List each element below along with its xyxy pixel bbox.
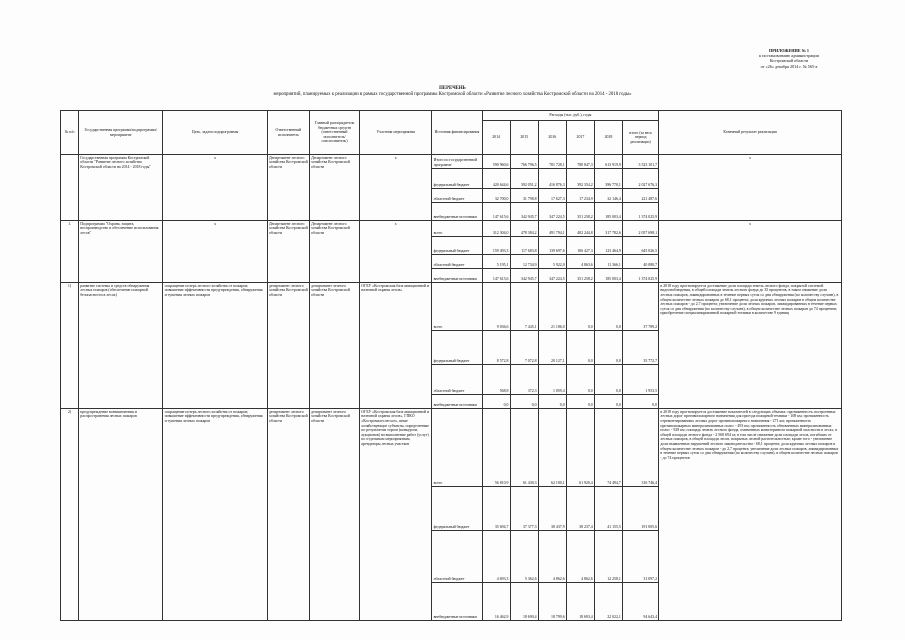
row-year-value: 5 362,6 bbox=[510, 531, 538, 583]
row-year-value: 159 493,3 bbox=[482, 237, 510, 255]
row-participants: ОГБУ «Костромская база авиационной и наземной охраны лесов», ГПКО «Костромалеслесхоз», иные хозяйствующие субъекты, определенные по результатам торгов (конкурсов, аукционов) на выполнение работ (услуг) по отдельным мероприятиям, арендаторы лесных участков bbox=[360, 409, 432, 621]
row-source: федеральный бюджет bbox=[432, 487, 482, 531]
row-result: в 2018 году прогнозируется достижение показателей в следующих объемах: протяженность построенных лесных дорог противопожарного назначения для проезда пожарной техники - 108 км; протяженность отремонтированных лесных дорог противопожарного назначения - 271 км; протяженность противопожарных минерализованных полос - 493 км; протяженность обновленных минерализованных полос - 928 км; площадь земель лесного фонда, охваченных мониторингом пожарной опасности в лесах, в общей площади лесного фонда - 2 568 694 га; в том числе снижение доли площади лесов, погибших от лесных пожаров, в общей площади лесов, покрытых лесной растительностью; кроме того - увеличение доли выявленных нарушений лесного законодательства - 68,1 процента; доля крупных лесных пожаров в общем количестве лесных пожаров - до 2,7 процента; увеличение доли лесных пожаров, ликвидированных в течение первых суток со дня обнаружения (по количеству случаев), в общем количестве лесных пожаров - до 74 процентов bbox=[659, 409, 842, 621]
row-total-value: 316 746,4 bbox=[623, 409, 659, 487]
row-year-value: 0,0 bbox=[594, 283, 622, 331]
row-participants: ОГБУ «Костромская база авиационной и наземной охраны лесов» bbox=[360, 283, 432, 409]
row-year-value: 16 462,9 bbox=[482, 583, 510, 621]
row-year-value: 5 922,0 bbox=[538, 255, 566, 269]
row-program: развитие системы и средств обнаружения лесных пожаров (обеспечение пожарной безопасности в лесах) bbox=[79, 283, 163, 409]
title-line: мероприятий, планируемых к реализации в рамках государственной программы Костромской области «Развитие лесного хозяйства Костромской области на 2014 - 2018 годы» bbox=[273, 92, 632, 97]
row-source: всего bbox=[432, 221, 482, 237]
row-year-value: 392 354,2 bbox=[566, 169, 594, 189]
row-num: 2) bbox=[61, 409, 79, 621]
row-year-value: 347 224,5 bbox=[538, 269, 566, 283]
row-recipient: Департамент лесного хозяйства Костромской области bbox=[309, 155, 359, 221]
row-year-value: 351 258,2 bbox=[566, 203, 594, 221]
row-year-value: 0,0 bbox=[510, 395, 538, 409]
header-year: 2018 bbox=[594, 121, 622, 155]
row-year-value: 38 237,4 bbox=[566, 487, 594, 531]
row-source: внебюджетные источники bbox=[432, 395, 482, 409]
row-year-value: 62 100,1 bbox=[538, 409, 566, 487]
row-executor: департамент лесного хозяйства Костромской области bbox=[267, 283, 309, 409]
row-total-value: 1 953,5 bbox=[623, 365, 659, 395]
table-row bbox=[61, 155, 842, 169]
row-year-value: 0,0 bbox=[566, 395, 594, 409]
row-year-value: 317 782,6 bbox=[594, 221, 622, 237]
table-row bbox=[61, 409, 842, 487]
table-body bbox=[61, 155, 842, 621]
row-year-value: 396 770,1 bbox=[594, 169, 622, 189]
row-year-value: 147 615,6 bbox=[482, 203, 510, 221]
row-year-value: 17 234,9 bbox=[566, 189, 594, 203]
row-total-value: 0,0 bbox=[623, 395, 659, 409]
row-year-value: 38 437,9 bbox=[538, 487, 566, 531]
annex-line: от «26» декабря 2014 г. № 565-а bbox=[760, 63, 818, 69]
row-source: областной бюджет bbox=[432, 255, 482, 269]
row-year-value: 478 384,2 bbox=[510, 221, 538, 237]
row-year-value: 9 036,6 bbox=[482, 283, 510, 331]
row-goal: сокращение потерь лесного хозяйства от пожаров; повышение эффективности предупреждения, обнаружения и тушения лесных пожаров bbox=[163, 409, 267, 621]
row-year-value: 12 734,9 bbox=[510, 255, 538, 269]
row-year-value: 491 794,1 bbox=[538, 221, 566, 237]
row-year-value: 0,0 bbox=[566, 331, 594, 365]
row-source: областной бюджет bbox=[432, 189, 482, 203]
row-year-value: 0,0 bbox=[538, 395, 566, 409]
measures-table bbox=[60, 110, 842, 621]
row-year-value: 781 728,1 bbox=[538, 155, 566, 169]
row-participants: x bbox=[360, 221, 432, 283]
row-year-value: 372,3 bbox=[510, 365, 538, 395]
row-total-value: 1 374 025,9 bbox=[623, 203, 659, 221]
row-total-value: 645 026,5 bbox=[623, 237, 659, 255]
row-year-value: 185 003,4 bbox=[594, 203, 622, 221]
row-year-value: 392 051,2 bbox=[510, 169, 538, 189]
row-year-value: 0,0 bbox=[566, 283, 594, 331]
row-year-value: 766 796,5 bbox=[510, 155, 538, 169]
row-year-value: 32 700,0 bbox=[482, 189, 510, 203]
header-recipient: Главный распорядитель бюджетных средств (ответственный исполнитель/ соисполнитель) bbox=[309, 111, 359, 155]
header-program: Государственная программа/подпрограмма/ мероприятие bbox=[79, 111, 163, 155]
row-total-value: 221 487,6 bbox=[623, 189, 659, 203]
header-year: 2015 bbox=[510, 121, 538, 155]
row-year-value: 590 960,6 bbox=[482, 155, 510, 169]
row-source: Итого по государственной программе bbox=[432, 155, 482, 169]
row-year-value: 342 945,7 bbox=[510, 269, 538, 283]
row-year-value: 1 059,4 bbox=[538, 365, 566, 395]
row-executor: Департамент лесного хозяйства Костромской области bbox=[267, 155, 309, 221]
row-source: всего bbox=[432, 283, 482, 331]
row-total-value: 31 097,2 bbox=[623, 531, 659, 583]
row-total-value: 3 523 101,7 bbox=[623, 155, 659, 169]
row-year-value: 4 693,3 bbox=[482, 531, 510, 583]
row-result: x bbox=[659, 221, 842, 283]
row-year-value: 56 810,9 bbox=[482, 409, 510, 487]
row-year-value: 0,0 bbox=[482, 395, 510, 409]
row-recipient: Департамент лесного хозяйства Костромской области bbox=[309, 221, 359, 283]
row-year-value: 312 304,0 bbox=[482, 221, 510, 237]
row-program: Подпрограмма "Охрана, защита, воспроизводство и обеспечение использования лесов" bbox=[79, 221, 163, 283]
row-year-value: 12 258,1 bbox=[594, 531, 622, 583]
row-num: 1. bbox=[61, 221, 79, 283]
row-source: внебюджетные источники bbox=[432, 269, 482, 283]
row-total-value: 40 080,7 bbox=[623, 255, 659, 269]
row-executor: департамент лесного хозяйства Костромской области bbox=[267, 409, 309, 621]
row-source: областной бюджет bbox=[432, 531, 482, 583]
row-year-value: 402 244,8 bbox=[566, 221, 594, 237]
table-row bbox=[61, 221, 842, 237]
row-total-value: 2 027 676,3 bbox=[623, 169, 659, 189]
document-title bbox=[60, 86, 845, 98]
row-source: федеральный бюджет bbox=[432, 331, 482, 365]
row-year-value: 61 430,3 bbox=[510, 409, 538, 487]
row-year-value: 7 072,8 bbox=[510, 331, 538, 365]
row-source: федеральный бюджет bbox=[432, 169, 482, 189]
row-year-value: 31 798,8 bbox=[510, 189, 538, 203]
row-year-value: 37 377,3 bbox=[510, 487, 538, 531]
row-total-value: 35 772,7 bbox=[623, 331, 659, 365]
row-year-value: 11 366,1 bbox=[594, 255, 622, 269]
row-year-value: 20 127,1 bbox=[538, 331, 566, 365]
row-year-value: 342 945,7 bbox=[510, 203, 538, 221]
row-year-value: 147 615,6 bbox=[482, 269, 510, 283]
row-program: Государственная программа Костромской области "Развитие лесного хозяйства Костромской области на 2014 - 2018 годы" bbox=[79, 155, 163, 221]
title-line: ПЕРЕЧЕНЬ bbox=[439, 86, 466, 91]
row-year-value: 22 022,1 bbox=[594, 583, 622, 621]
row-year-value: 8 572,8 bbox=[482, 331, 510, 365]
row-source: всего bbox=[432, 409, 482, 487]
row-year-value: 18 690,4 bbox=[510, 583, 538, 621]
row-year-value: 4 863,6 bbox=[566, 255, 594, 269]
row-total-value: 37 789,2 bbox=[623, 283, 659, 331]
row-program: предупреждение возникновения и распространения лесных пожаров bbox=[79, 409, 163, 621]
row-year-value: 32 146,4 bbox=[594, 189, 622, 203]
annex-line: Костромской области bbox=[769, 58, 809, 64]
header-year: 2014 bbox=[482, 121, 510, 155]
header-total: итого (за весь период реализации) bbox=[623, 121, 659, 155]
header-executor: Ответственный исполнитель bbox=[267, 111, 309, 155]
row-executor: Департамент лесного хозяйства Костромской области bbox=[267, 221, 309, 283]
row-goal: сокращение потерь лесного хозяйства от пожаров; повышение эффективности предупреждения, обнаружения и тушения лесных пожаров bbox=[163, 283, 267, 409]
table-row bbox=[61, 283, 842, 331]
row-recipient: департамент лесного хозяйства Костромской области bbox=[309, 409, 359, 621]
row-year-value: 416 876,3 bbox=[538, 169, 566, 189]
row-num bbox=[61, 155, 79, 221]
row-year-value: 420 644,6 bbox=[482, 169, 510, 189]
row-year-value: 18 693,4 bbox=[566, 583, 594, 621]
row-year-value: 0,0 bbox=[566, 365, 594, 395]
row-year-value: 5 195,1 bbox=[482, 255, 510, 269]
row-year-value: 0,0 bbox=[594, 365, 622, 395]
row-year-value: 4 862,6 bbox=[538, 531, 566, 583]
row-year-value: 74 494,7 bbox=[594, 409, 622, 487]
row-year-value: 117 683,8 bbox=[510, 237, 538, 255]
header-participants: Участник мероприятия bbox=[360, 111, 432, 155]
row-year-value: 780 847,3 bbox=[566, 155, 594, 169]
row-year-value: 351 258,2 bbox=[566, 269, 594, 283]
row-goal: x bbox=[163, 155, 267, 221]
row-year-value: 0,0 bbox=[594, 331, 622, 365]
header-source: Источник финансирования bbox=[432, 111, 482, 155]
row-total-value: 191 005,6 bbox=[623, 487, 659, 531]
row-year-value: 0,0 bbox=[594, 395, 622, 409]
row-num: 1) bbox=[61, 283, 79, 409]
row-result: в 2018 году прогнозируется достижение доли площади земель лесного фонда, покрытой системой видеонаблюдения, в общей площади земель лесного фонда до 35 процентов, в таком снижение доли лесных пожаров, ликвидированных в течение первых суток со дня обнаружения (по количеству случаев), в общем количестве лесных пожаров до 68,1 процента; доля крупных лесных пожаров в общем количестве лесных пожаров - до 2,7 процента; увеличение доли лесных пожаров, ликвидированных в течение первых суток со дня обнаружения (по количеству случаев), в общем количестве лесных пожаров до 74 процентов; приобретение специализированной пожарной техники в количестве 9 единиц bbox=[659, 283, 842, 409]
annex-header bbox=[719, 48, 859, 69]
annex-line: ПРИЛОЖЕНИЕ № 1 bbox=[769, 48, 809, 53]
header-num: № п/п bbox=[61, 111, 79, 155]
row-year-value: 61 920,4 bbox=[566, 409, 594, 487]
row-participants: x bbox=[360, 155, 432, 221]
row-recipient: департамент лесного хозяйства Костромской области bbox=[309, 283, 359, 409]
row-year-value: 106 427,3 bbox=[566, 237, 594, 255]
header-year: 2016 bbox=[538, 121, 566, 155]
row-goal: x bbox=[163, 221, 267, 283]
row-year-value: 613 919,9 bbox=[594, 155, 622, 169]
row-year-value: 4 862,6 bbox=[566, 531, 594, 583]
row-source: внебюджетные источники bbox=[432, 583, 482, 621]
row-year-value: 139 697,6 bbox=[538, 237, 566, 255]
header-year: 2017 bbox=[566, 121, 594, 155]
row-total-value: 1 374 025,9 bbox=[623, 269, 659, 283]
row-year-value: 123 464,9 bbox=[594, 237, 622, 255]
row-year-value: 185 003,4 bbox=[594, 269, 622, 283]
row-year-value: 347 224,5 bbox=[538, 203, 566, 221]
header-goal: Цель, задача подпрограммы bbox=[163, 111, 267, 155]
row-year-value: 7 445,1 bbox=[510, 283, 538, 331]
row-source: внебюджетные источники bbox=[432, 203, 482, 221]
row-source: федеральный бюджет bbox=[432, 237, 482, 255]
header-result: Конечный результат реализации bbox=[659, 111, 842, 155]
row-total-value: 94 643,4 bbox=[623, 583, 659, 621]
header-expenses: Расходы (тыс. руб.), годы bbox=[482, 111, 659, 121]
row-source: областной бюджет bbox=[432, 365, 482, 395]
row-year-value: 21 186,0 bbox=[538, 283, 566, 331]
row-year-value: 35 694,7 bbox=[482, 487, 510, 531]
row-year-value: 568,8 bbox=[482, 365, 510, 395]
row-total-value: 2 057 698,1 bbox=[623, 221, 659, 237]
row-year-value: 17 627,3 bbox=[538, 189, 566, 203]
row-result: x bbox=[659, 155, 842, 221]
row-year-value: 18 799,6 bbox=[538, 583, 566, 621]
annex-line: к постановлению администрации bbox=[759, 53, 819, 59]
row-year-value: 41 155,5 bbox=[594, 487, 622, 531]
